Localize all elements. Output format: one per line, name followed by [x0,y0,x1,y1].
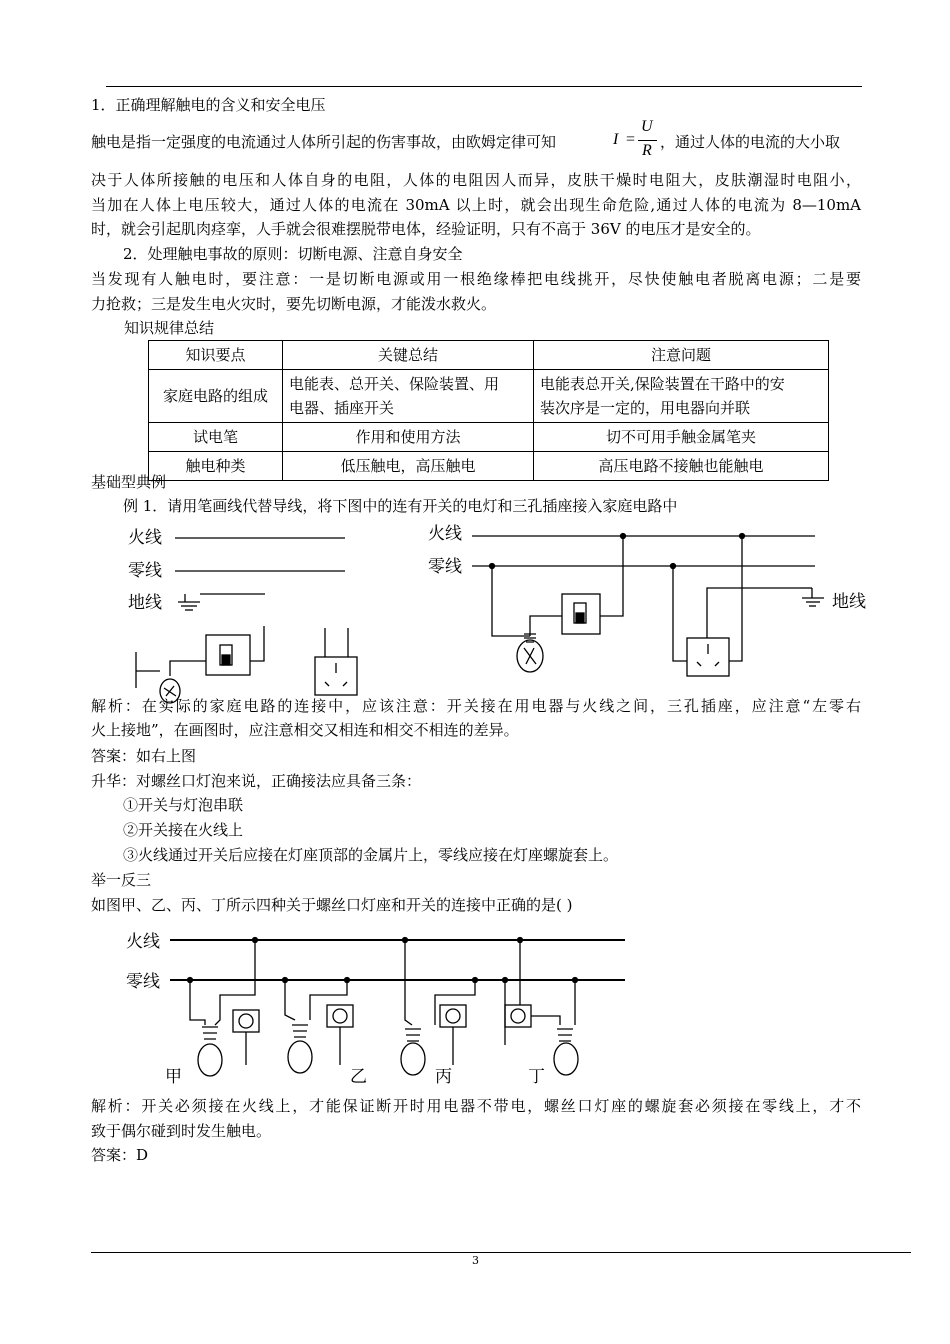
circuit-ding [503,938,579,1076]
live-wire-label-2: 火线 [428,524,462,544]
table-cell: 低压触电，高压触电 [283,452,534,481]
practice-answer: 答案：D [91,1146,149,1164]
practice-question: 如图甲、乙、丙、丁所示四种关于螺丝口灯座和开关的连接中正确的是( ) [91,896,573,914]
section1-text-before-formula: 触电是指一定强度的电流通过人体所引起的伤害事故，由欧姆定律可知 [91,133,557,151]
summary-table [148,340,829,481]
practice-title: 举一反三 [91,871,152,889]
practice-analysis-line2: 致于偶尔碰到时发生触电。 [91,1122,272,1140]
section2-line2: 力抢救；三是发生电火灾时，要先切断电源，才能泼水救火。 [91,295,497,313]
upgrade-point-3: ③火线通过开关后应接在灯座顶部的金属片上，零线应接在灯座螺旋套上。 [123,846,619,864]
label-jia: 甲 [165,1067,182,1085]
example-question: 例 1．请用笔画线代替导线，将下图中的连有开关的电灯和三孔插座接入家庭电路中 [123,497,678,515]
section2-line1: 当发现有人触电时，要注意：一是切断电源或用一根绝缘棒把电线挑开，尽快使触电者脱离电源；二是要 [91,270,861,288]
table-cell: 家庭电路的组成 [149,370,283,423]
label-ding: 丁 [528,1067,545,1085]
table-cell: 触电种类 [149,452,283,481]
example-analysis-line2: 火上接地”，在画图时，应注意相交又相连和相交不相连的差异。 [91,721,519,739]
table-header: 注意问题 [534,341,829,370]
table-cell: 电能表、总开关、保险装置、用 电器、插座开关 [283,370,534,423]
neutral-wire-label-3: 零线 [126,972,160,992]
table-cell: 试电笔 [149,423,283,452]
section1-line4: 时，就会引起肌肉痉挛，人手就会很难摆脱带电体，经验证明，只有不高于 36V 的电压才是安全的。 [91,220,761,238]
upgrade-point-1: ①开关与灯泡串联 [123,796,244,814]
section1-text-after-formula: ，通过人体的电流的大小取 [660,133,841,151]
ground-symbol-icon-2 [802,588,824,606]
table-cell: 切不可用手触金属笔夹 [534,423,829,452]
header-rule [106,86,862,87]
table-cell: 高压电路不接触也能触电 [534,452,829,481]
circuit-bing [401,938,478,1076]
page-number: 3 [472,1254,479,1267]
example-type-title: 基础型典例 [91,473,167,491]
ground-symbol-icon [178,594,200,610]
footer-rule [91,1252,911,1253]
table-row [149,452,829,481]
table-cell: 作用和使用方法 [283,423,534,452]
upgrade-point-2: ②开关接在火线上 [123,821,244,839]
table-header-row [149,341,829,370]
neutral-wire-label: 零线 [128,561,162,581]
ground-wire-label-2: 地线 [832,592,866,612]
practice-analysis-line1: 解析：开关必须接在火线上，才能保证断开时用电器不带电，螺丝口灯座的螺旋套必须接在零线上，才不 [91,1097,861,1115]
example-analysis-line1: 解析：在实际的家庭电路的连接中，应该注意：开关接在用电器与火线之间，三孔插座，应注意“左零右 [91,697,861,715]
section1-line2: 决于人体所接触的电压和人体自身的电阻，人体的电阻因人而异，皮肤干燥时电阻大，皮肤潮湿时电阻小， [91,171,861,189]
example-answer: 答案：如右上图 [91,747,197,765]
ground-wire-label: 地线 [128,593,162,613]
live-wire-label-3: 火线 [126,932,160,952]
table-row [149,370,829,423]
practice-circuit-figure [120,925,680,1085]
neutral-wire-label-2: 零线 [428,557,462,577]
section2-heading: 2．处理触电事故的原则：切断电源、注意自身安全 [123,245,463,263]
socket-icon-2 [687,638,729,676]
circuit-jia [188,938,260,1077]
socket-icon [315,657,357,695]
example-circuit-figure [100,516,900,706]
section1-heading: 1．正确理解触电的含义和安全电压 [91,96,326,114]
circuit-yi [283,978,354,1074]
live-wire-label: 火线 [128,528,162,548]
table-header: 关键总结 [283,341,534,370]
bulb-icon-2 [517,634,543,672]
table-row [149,423,829,452]
label-bing: 丙 [435,1067,452,1085]
label-yi: 乙 [350,1067,367,1085]
section1-line3: 当加在人体上电压较大，通过人体的电流在 30mA 以上时，就会出现生命危险,通过人体的电流为 8—10mA [91,196,861,214]
example-upgrade: 升华：对螺丝口灯泡来说，正确接法应具备三条： [91,772,422,790]
table-header: 知识要点 [149,341,283,370]
table-cell: 电能表总开关,保险装置在干路中的安 装次序是一定的，用电器向并联 [534,370,829,423]
summary-title: 知识规律总结 [124,319,215,337]
